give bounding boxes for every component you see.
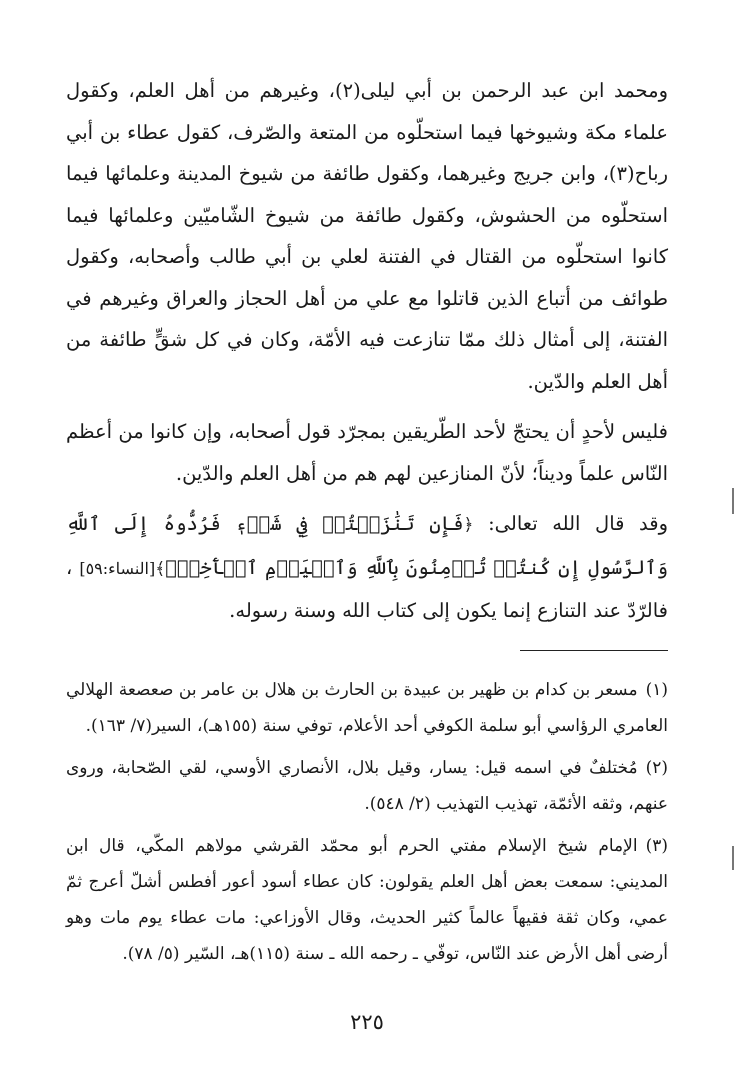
footnote-text: الإمام شيخ الإسلام مفتي الحرم أبو محمّد القرشي مولاهم المكّي، قال ابن المديني: سمعت بعض أهل العلم يقولون: كان عطاء أسود أعور أفطس أشلّ أعرج ثمّ عمي، وكان ثقة فقيهاً عالماً كثير الحديث، وقال الأوزاعي: مات عطاء يوم مات وهو أرضى أهل الأرض عند النّاس، توفّي ـ رحمه الله ـ سنة (١١٥)هـ، السّير (٥/ ٧٨). xyxy=(66,836,668,964)
footnote-number: (٢) xyxy=(645,758,668,778)
main-text xyxy=(66,70,668,632)
footnote-2 xyxy=(66,750,668,822)
footnote-number: (١) xyxy=(645,680,668,700)
paragraph-1: ومحمد ابن عبد الرحمن بن أبي ليلى(٢)، وغيرهم من أهل العلم، وكقول علماء مكة وشيوخها فيما استحلّوه من المتعة والصّرف، كقول عطاء بن أبي رباح(٣)، وابن جريج وغيرهما، وكقول طائفة من شيوخ المدينة وعلمائها فيما استحلّوه من الحشوش، وكقول طائفة من شيوخ الشّاميّين وعلمائها فيما كانوا استحلّوه من القتال في الفتنة لعلي بن أبي طالب وأصحابه، وكقول طوائف من أتباع الذين قاتلوا مع علي من أهل الحجاز والعراق وغيرهم في الفتنة، إلى أمثال ذلك ممّا تنازعت فيه الأمّة، وكان في كل شقٍّ طائفة من أهل العلم والدّين. xyxy=(66,79,668,393)
verse-after-text: ، فالرّدّ عند التنازع إنما يكون إلى كتاب الله وسنة رسوله. xyxy=(66,555,668,622)
footnote-3 xyxy=(66,828,668,972)
page-number: ٢٢٥ xyxy=(350,1010,384,1034)
verse-intro: وقد قال الله تعالى: xyxy=(488,512,669,535)
verse-paragraph xyxy=(66,503,668,632)
footnote-text: مُختلفٌ في اسمه قيل: يسار، وقيل بلال، الأنصاري الأوسي، لقي الصّحابة، وروى عنهم، وثقه الأئمّة، تهذيب التهذيب (٢/ ٥٤٨). xyxy=(66,758,668,814)
footnote-1 xyxy=(66,672,668,744)
verse-open-bracket: ﴿ xyxy=(463,515,474,535)
footnote-divider xyxy=(520,650,668,651)
verse-close-bracket: ﴾ xyxy=(155,558,166,579)
quran-verse: فَإِن تَنَٰزَعۡتُمۡ فِي شَيۡءٖ فَرُدُّوهُ إِلَى ٱللَّهِ وَٱلرَّسُولِ إِن كُنتُمۡ تُؤۡمِنُونَ بِٱللَّهِ وَٱلۡيَوۡمِ ٱلۡأٓخِرِۚ xyxy=(66,512,668,579)
footnote-number: (٣) xyxy=(645,836,668,856)
footnote-text: مسعر بن كدام بن ظهير بن عبيدة بن الحارث بن هلال بن عامر بن صعصعة الهلالي العامري الرؤاسي أبو سلمة الكوفي أحد الأعلام، توفي سنة (١٥٥هـ)، السير(٧/ ١٦٣). xyxy=(66,680,668,736)
paragraph-2: فليس لأحدٍ أن يحتجّ لأحد الطّريقين بمجرّد قول أصحابه، وإن كانوا من أعظم النّاس علماً وديناً؛ لأنّ المنازعين لهم هم من أهل العلم والدّين. xyxy=(66,420,668,485)
footnotes xyxy=(66,672,668,978)
verse-reference: [النساء:٥٩] xyxy=(79,558,156,578)
